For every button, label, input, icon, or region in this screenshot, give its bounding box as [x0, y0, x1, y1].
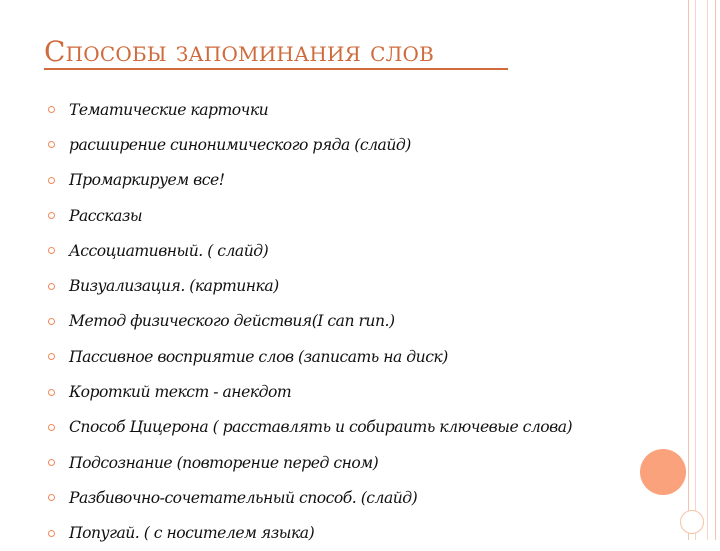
list-item — [48, 233, 572, 268]
circle-bullet-icon — [48, 106, 55, 113]
circle-bullet-icon — [48, 494, 55, 501]
right-border-decoration — [688, 0, 716, 540]
list-item-text: Подсознание (повторение перед сном) — [69, 453, 379, 472]
circle-bullet-icon — [48, 459, 55, 466]
list-item-text: расширение синонимического ряда (слайд) — [69, 135, 411, 154]
list-item — [48, 198, 572, 233]
decorative-circle-small — [680, 510, 704, 534]
circle-bullet-icon — [48, 389, 55, 396]
list-item — [48, 410, 572, 445]
list-item-text: Короткий текст - анекдот — [69, 383, 292, 402]
list-item-text: Тематические карточки — [69, 100, 269, 119]
circle-bullet-icon — [48, 353, 55, 360]
list-item — [48, 339, 572, 374]
list-item — [48, 480, 572, 515]
slide-title: Способы запоминания слов — [44, 35, 435, 68]
list-item-text: Разбивочно-сочетательный способ. (слайд) — [69, 488, 418, 507]
circle-bullet-icon — [48, 530, 55, 537]
circle-bullet-icon — [48, 318, 55, 325]
list-item-text: Рассказы — [69, 206, 143, 225]
circle-bullet-icon — [48, 141, 55, 148]
list-item-text: Метод физического действия(I can run.) — [69, 312, 395, 331]
circle-bullet-icon — [48, 283, 55, 290]
circle-bullet-icon — [48, 247, 55, 254]
list-item-text: Пассивное восприятие слов (записать на диск) — [69, 347, 448, 366]
list-item-text: Визуализация. (картинка) — [69, 277, 279, 296]
list-item — [48, 127, 572, 162]
list-item — [48, 92, 572, 127]
circle-bullet-icon — [48, 212, 55, 219]
list-item — [48, 163, 572, 198]
bullet-list — [48, 92, 572, 551]
list-item-text: Попугай. ( с носителем языка) — [69, 524, 315, 543]
decorative-circle-large — [640, 449, 686, 495]
list-item — [48, 445, 572, 480]
list-item-text: Способ Цицерона ( расставлять и собираить ключевые слова) — [69, 418, 573, 437]
right-border-inner-line — [695, 0, 708, 540]
circle-bullet-icon — [48, 424, 55, 431]
list-item — [48, 516, 572, 551]
circle-bullet-icon — [48, 177, 55, 184]
list-item — [48, 374, 572, 409]
list-item-text: Промаркируем все! — [69, 171, 225, 190]
list-item — [48, 304, 572, 339]
list-item — [48, 268, 572, 303]
list-item-text: Ассоциативный. ( слайд) — [69, 241, 269, 260]
title-underline — [44, 68, 508, 70]
